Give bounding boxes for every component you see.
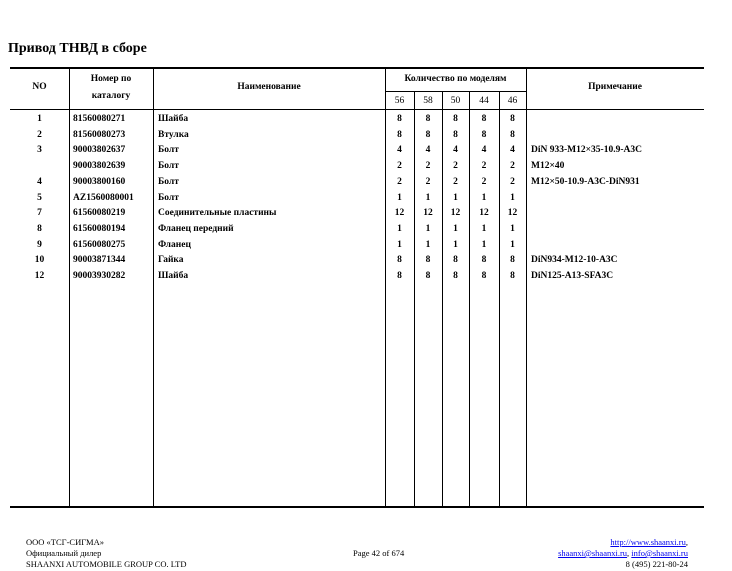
row-qty: 8: [453, 129, 458, 140]
footer-dealer: Официальный дилер: [26, 548, 102, 558]
row-qty: 8: [425, 129, 431, 140]
header-note: Примечание: [588, 82, 642, 92]
footer-phone: 8 (495) 221-80-24: [625, 559, 688, 569]
row-catalog-number: 81560080271: [73, 114, 126, 124]
row-qty: 8: [481, 114, 487, 124]
row-qty: 1: [510, 192, 515, 203]
row-qty: 2: [481, 161, 487, 172]
row-qty: 8: [453, 255, 458, 266]
col-rule: [526, 67, 527, 508]
row-note: DiN 933-M12×35-10.9-A3C: [531, 145, 642, 156]
row-catalog-number: 90003871344: [73, 255, 126, 266]
row-qty: 1: [510, 239, 515, 250]
col-rule: [153, 67, 154, 508]
row-qty: 2: [425, 176, 431, 187]
header-model: 58: [423, 96, 433, 106]
row-qty: 4: [510, 145, 515, 156]
row-qty: 2: [397, 161, 402, 172]
row-qty: 8: [397, 255, 402, 266]
header-name: Наименование: [237, 82, 301, 92]
email-link[interactable]: info@shaanxi.ru: [631, 548, 688, 558]
row-name: Шайба: [158, 271, 189, 281]
row-qty: 8: [510, 271, 515, 281]
row-name: Фланец: [158, 239, 191, 250]
row-catalog-number: 61560080219: [73, 208, 126, 219]
row-qty: 4: [397, 145, 402, 156]
header-bottom-rule: [10, 109, 704, 110]
row-no: 2: [37, 129, 42, 140]
row-qty: 1: [453, 192, 458, 203]
row-qty: 1: [397, 192, 402, 203]
row-catalog-number: 90003802637: [73, 145, 126, 156]
row-qty: 1: [425, 223, 431, 234]
row-qty: 2: [397, 176, 402, 187]
row-note: M12×50-10.9-A3C-DiN931: [531, 176, 640, 187]
parts-table: [10, 67, 704, 508]
row-qty: 1: [510, 223, 515, 234]
row-catalog-number: AZ1560080001: [73, 192, 134, 203]
row-note: DiN934-M12-10-A3C: [531, 255, 618, 266]
row-qty: 2: [510, 161, 515, 172]
row-qty: 1: [425, 239, 431, 250]
page-title: Привод ТНВД в сборе: [8, 41, 147, 56]
row-note: DiN125-A13-SFA3C: [531, 271, 614, 281]
row-qty: 1: [453, 239, 458, 250]
row-name: Гайка: [158, 255, 184, 266]
table-top-rule: [10, 67, 704, 69]
table-bottom-rule: [10, 506, 704, 508]
row-qty: 4: [481, 145, 487, 156]
row-qty: 8: [453, 114, 458, 124]
row-qty: 1: [425, 192, 431, 203]
header-model: 46: [507, 96, 518, 106]
row-qty: 8: [397, 114, 402, 124]
row-qty: 1: [481, 239, 487, 250]
row-no: 4: [37, 176, 42, 187]
row-qty: 8: [453, 271, 458, 281]
row-qty: 2: [425, 161, 431, 172]
row-qty: 12: [507, 208, 518, 219]
header-catalog: Номер по каталогу: [90, 74, 132, 101]
row-no: 9: [37, 239, 42, 250]
row-qty: 1: [397, 223, 402, 234]
row-qty: 12: [479, 208, 489, 219]
row-no: 3: [37, 145, 42, 156]
row-qty: 1: [481, 192, 487, 203]
row-qty: 8: [481, 271, 487, 281]
row-note: M12×40: [531, 161, 565, 172]
row-no: 5: [37, 192, 42, 203]
row-qty: 8: [397, 271, 402, 281]
header-model: 44: [479, 96, 489, 106]
row-qty: 1: [481, 223, 487, 234]
row-no: 7: [37, 208, 42, 219]
row-catalog-number: 61560080275: [73, 239, 126, 250]
row-qty: 1: [453, 223, 458, 234]
row-qty: 12: [423, 208, 433, 219]
row-qty: 12: [394, 208, 405, 219]
row-qty: 4: [453, 145, 458, 156]
col-rule: [69, 67, 70, 508]
row-qty: 8: [510, 114, 515, 124]
row-qty: 4: [425, 145, 431, 156]
row-qty: 8: [481, 129, 487, 140]
row-catalog-number: 90003802639: [73, 161, 126, 172]
email-link[interactable]: shaanxi@shaanxi.ru: [558, 548, 628, 558]
row-qty: 2: [481, 176, 487, 187]
row-qty: 2: [453, 161, 458, 172]
row-name: Соединительные пластины: [158, 208, 277, 219]
row-no: 10: [34, 255, 45, 266]
row-qty: 2: [453, 176, 458, 187]
header-qty: Количество по моделям: [404, 74, 507, 84]
row-name: Фланец передний: [158, 223, 234, 234]
row-name: Втулка: [158, 129, 189, 140]
row-name: Болт: [158, 192, 179, 203]
row-catalog-number: 90003800160: [73, 176, 126, 187]
row-qty: 8: [425, 255, 431, 266]
row-catalog-number: 81560080273: [73, 129, 126, 140]
row-catalog-number: 90003930282: [73, 271, 126, 281]
site-link[interactable]: http://www.shaanxi.ru: [610, 537, 686, 547]
row-no: 12: [34, 271, 45, 281]
row-qty: 8: [481, 255, 487, 266]
row-name: Болт: [158, 176, 179, 187]
row-qty: 8: [510, 255, 515, 266]
header-no: NO: [32, 82, 47, 92]
row-qty: 8: [425, 271, 431, 281]
footer-group: SHAANXI AUTOMOBILE GROUP CO. LTD: [26, 559, 187, 569]
row-qty: 8: [425, 114, 431, 124]
header-model: 56: [394, 96, 405, 106]
page-number: Page 42 of 674: [353, 548, 405, 558]
row-qty: 8: [510, 129, 515, 140]
row-no: 8: [37, 223, 42, 234]
row-qty: 2: [510, 176, 515, 187]
row-qty: 8: [397, 129, 402, 140]
header-model: 50: [450, 96, 461, 106]
row-no: 1: [37, 114, 42, 124]
footer-company: ООО «ТСГ-СИГМА»: [26, 537, 104, 547]
row-name: Болт: [158, 145, 179, 156]
row-qty: 12: [450, 208, 461, 219]
row-qty: 1: [397, 239, 402, 250]
row-name: Болт: [158, 161, 179, 172]
row-name: Шайба: [158, 114, 189, 124]
row-catalog-number: 61560080194: [73, 223, 126, 234]
qty-header-rule: [385, 91, 526, 92]
footer-company-block: [26, 537, 187, 570]
footer-contacts: http://www.shaanxi.ru, shaanxi@shaanxi.ru, info@shaanxi.ru 8 (495) 221-80-24: [558, 537, 688, 569]
